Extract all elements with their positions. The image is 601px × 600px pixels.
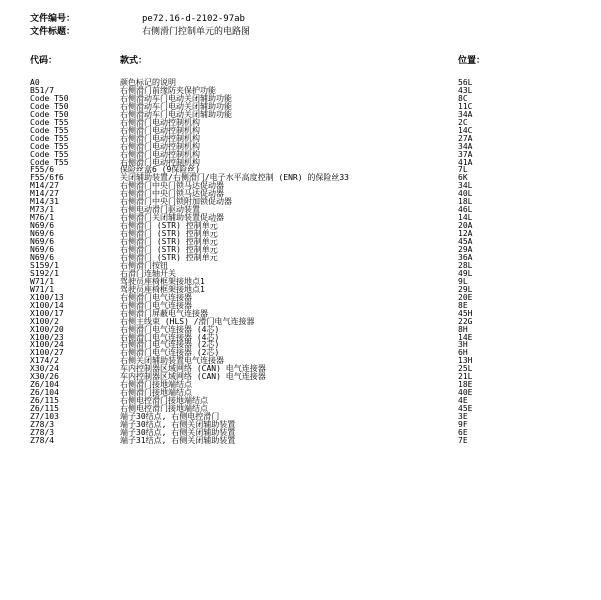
component-description: 右侧电控滑门接地端结点 [120,396,208,406]
list-item [0,318,601,326]
component-code: Z7/103 [30,412,59,422]
component-description: 驾驶员座椅框架接地点1 [120,276,205,286]
component-description: 右侧滑动车门电动关闭辅助功能 [120,93,232,103]
component-position: 9F [458,419,468,429]
component-code: F55/6 [30,165,55,175]
component-code: X100/2 [30,316,59,326]
component-description: 右侧滑门关闭辅助装置促动器 [120,213,224,223]
component-code: X174/2 [30,356,59,366]
component-code: N69/6 [30,221,55,231]
component-position: 13H [458,356,473,366]
component-description: 右侧滑门 (STR) 控制单元 [120,252,218,262]
component-code: X100/17 [30,308,64,318]
component-description: 右侧滑门电气连接器 [120,292,192,302]
component-position: 34L [458,181,473,191]
component-description: 端子31结点, 右侧关闭辅助装置 [120,435,236,445]
component-position: 14E [458,332,473,342]
component-description: 右侧滑门屏蔽电气连接器 [120,308,208,318]
list-item [0,365,601,373]
component-description: 端子30结点, 右侧关闭辅助装置 [120,419,236,429]
component-position: 8C [458,93,468,103]
list-item [0,373,601,381]
component-description: 右侧滑门电动控制机构 [120,157,200,167]
component-position: 18E [458,380,473,390]
component-position: 20E [458,292,473,302]
component-description: 右侧滑门中央门锁附加锁促动器 [120,197,232,207]
component-code: S159/1 [30,260,59,270]
component-description: 右侧滑门 (STR) 控制单元 [120,221,218,231]
component-description: 右侧滑门中央门锁马达促动器 [120,189,224,199]
list-item [0,159,601,167]
list-item [0,429,601,437]
component-position: 6K [458,173,468,183]
component-code: S192/1 [30,268,59,278]
component-description: 右侧滑门中央门锁马达促动器 [120,181,224,191]
component-description: 右侧滑门 (STR) 控制单元 [120,245,218,255]
list-item [0,214,601,222]
component-position: 56L [458,78,473,87]
component-description: 右侧滑门电气连接器 (2芯) [120,348,220,358]
list-item [0,127,601,135]
column-header-code: 代码： [30,56,58,66]
component-position: 28L [458,260,473,270]
list-item [0,230,601,238]
list-item [0,278,601,286]
component-position: 41A [458,157,473,167]
list-item [0,294,601,302]
component-code: Z6/104 [30,380,59,390]
list-item [0,349,601,357]
component-code: X30/26 [30,372,59,382]
component-description: 右侧滑门 (STR) 控制单元 [120,237,218,247]
component-code: M14/31 [30,197,59,207]
component-code: M73/1 [30,205,55,215]
doc-title-label: 文件标题： [30,27,76,37]
component-description: 车内控制器区域网络 (CAN) 电气连接器 [120,364,266,374]
list-item [0,206,601,214]
component-code: X100/20 [30,324,64,334]
component-code: Code T50 [30,93,69,103]
list-item [0,334,601,342]
component-position: 14L [458,213,473,223]
list-item [0,135,601,143]
component-position: 2C [458,117,468,127]
column-header-description: 款式： [120,56,148,66]
component-code: Z6/104 [30,388,59,398]
component-description: 颜色标记的说明 [120,78,176,87]
list-item [0,95,601,103]
component-code: Z6/115 [30,396,59,406]
component-description: 右侧滑门电气连接器 (4芯) [120,324,220,334]
component-position: 3H [458,340,468,350]
component-position: 6E [458,427,468,437]
component-position: 49L [458,268,473,278]
component-description: 右侧滑门电气连接器 (2芯) [120,340,220,350]
component-code: M14/27 [30,181,59,191]
component-code: X30/24 [30,364,59,374]
list-item [0,341,601,349]
list-item [0,222,601,230]
component-position: 43L [458,85,473,95]
list-item [0,405,601,413]
component-code: A0 [30,78,40,87]
component-code: N69/6 [30,237,55,247]
component-description: 右侧滑动车门电动关闭辅助功能 [120,101,232,111]
component-position: 27A [458,133,473,143]
list-item [0,79,601,87]
component-description: 右侧滑门前缘防夹保护功能 [120,85,216,95]
component-position: 8E [458,300,468,310]
component-code: F55/6f6 [30,173,64,183]
list-item [0,246,601,254]
list-item [0,357,601,365]
component-position: 9L [458,276,468,286]
list-item [0,381,601,389]
component-position: 4E [458,396,468,406]
component-position: 34A [458,141,473,151]
component-code: X100/27 [30,348,64,358]
component-description: 车内控制器区域网络 (CAN) 电气连接器 [120,372,266,382]
component-code: Code T55 [30,149,69,159]
list-item [0,198,601,206]
component-position: 20A [458,221,473,231]
component-description: 右侧电动滑门驱动装置 [120,205,200,215]
component-position: 40L [458,189,473,199]
column-header-position: 位置： [458,56,486,66]
component-description: 右侧滑门按钮 [120,260,168,270]
component-position: 46L [458,205,473,215]
list-item [0,421,601,429]
list-item [0,286,601,294]
list-item [0,437,601,445]
component-position: 22G [458,316,473,326]
component-description: 右侧主线束 (HLS) /滑门电气连接器 [120,316,255,326]
list-item [0,143,601,151]
component-code: Z78/3 [30,427,55,437]
component-position: 40E [458,388,473,398]
component-description: 右侧滑门 (STR) 控制单元 [120,229,218,239]
list-item [0,262,601,270]
component-list [0,79,601,445]
component-position: 6H [458,348,468,358]
component-position: 11C [458,101,473,111]
component-position: 45H [458,308,473,318]
component-code: Code T55 [30,133,69,143]
list-item [0,270,601,278]
component-position: 12A [458,229,473,239]
component-position: 8H [458,324,468,334]
list-item [0,389,601,397]
component-description: 保险丝盒6 (9保险丝) [120,165,201,175]
component-code: Z6/115 [30,404,59,414]
component-description: 右侧滑门电气连接器 [120,300,192,310]
list-item [0,103,601,111]
component-code: N69/6 [30,252,55,262]
list-item [0,182,601,190]
component-code: N69/6 [30,245,55,255]
doc-number-label: 文件编号： [30,14,76,24]
list-item [0,119,601,127]
component-code: X100/14 [30,300,64,310]
component-code: N69/6 [30,229,55,239]
component-description: 右侧电控滑门接地端结点 [120,404,208,414]
component-position: 36A [458,252,473,262]
component-position: 29L [458,284,473,294]
doc-number-value: pe72.16-d-2102-97ab [142,14,245,24]
list-item [0,151,601,159]
component-code: M76/1 [30,213,55,223]
component-description: 关闭辅助装置/右侧滑门/电子水平高度控制 (ENR) 的保险丝33 [120,173,349,183]
list-item [0,190,601,198]
component-position: 37A [458,149,473,159]
list-item [0,310,601,318]
component-code: Z78/3 [30,419,55,429]
component-description: 右侧滑门接地端结点 [120,380,192,390]
component-description: 右侧滑动车门电动关闭辅助功能 [120,109,232,119]
component-description: 右侧滑门电动控制机构 [120,125,200,135]
component-code: X100/13 [30,292,64,302]
component-position: 7L [458,165,468,175]
component-code: Code T55 [30,157,69,167]
list-item [0,397,601,405]
component-code: X100/24 [30,340,64,350]
component-code: B51/7 [30,85,55,95]
component-position: 45E [458,404,473,414]
component-code: Code T50 [30,101,69,111]
component-code: Z78/4 [30,435,55,445]
list-item [0,254,601,262]
component-description: 右侧滑门接地端结点 [120,388,192,398]
component-code: Code T55 [30,125,69,135]
list-item [0,413,601,421]
component-position: 29A [458,245,473,255]
component-description: 端子30结点, 右侧电控滑门 [120,412,220,422]
component-code: X100/23 [30,332,64,342]
component-code: W71/1 [30,284,55,294]
list-item [0,174,601,182]
component-code: Code T55 [30,117,69,127]
component-position: 18L [458,197,473,207]
component-description: 右侧滑门电动控制机构 [120,149,200,159]
component-code: M14/27 [30,189,59,199]
list-item [0,111,601,119]
component-description: 驾驶员座椅框架接地点1 [120,284,205,294]
component-position: 3E [458,412,468,422]
component-position: 14C [458,125,473,135]
component-description: 端子30结点, 右侧关闭辅助装置 [120,427,236,437]
component-description: 右侧滑门电动控制机构 [120,117,200,127]
list-item [0,302,601,310]
component-position: 7E [458,435,468,445]
list-item [0,326,601,334]
component-position: 25L [458,364,473,374]
component-description: 右侧滑门电动控制机构 [120,133,200,143]
component-code: Code T55 [30,141,69,151]
list-item [0,238,601,246]
component-description: 右侧滑门电动控制机构 [120,141,200,151]
component-description: 右侧滑门电气连接器 (4芯) [120,332,220,342]
component-position: 34A [458,109,473,119]
component-position: 21L [458,372,473,382]
component-position: 45A [458,237,473,247]
component-description: 右侧关闭辅助装置电气连接器 [120,356,224,366]
component-code: W71/1 [30,276,55,286]
component-description: 右滑门连轴开关 [120,268,176,278]
list-item [0,87,601,95]
component-code: Code T50 [30,109,69,119]
doc-title-value: 右侧滑门控制单元的电路图 [142,27,251,37]
